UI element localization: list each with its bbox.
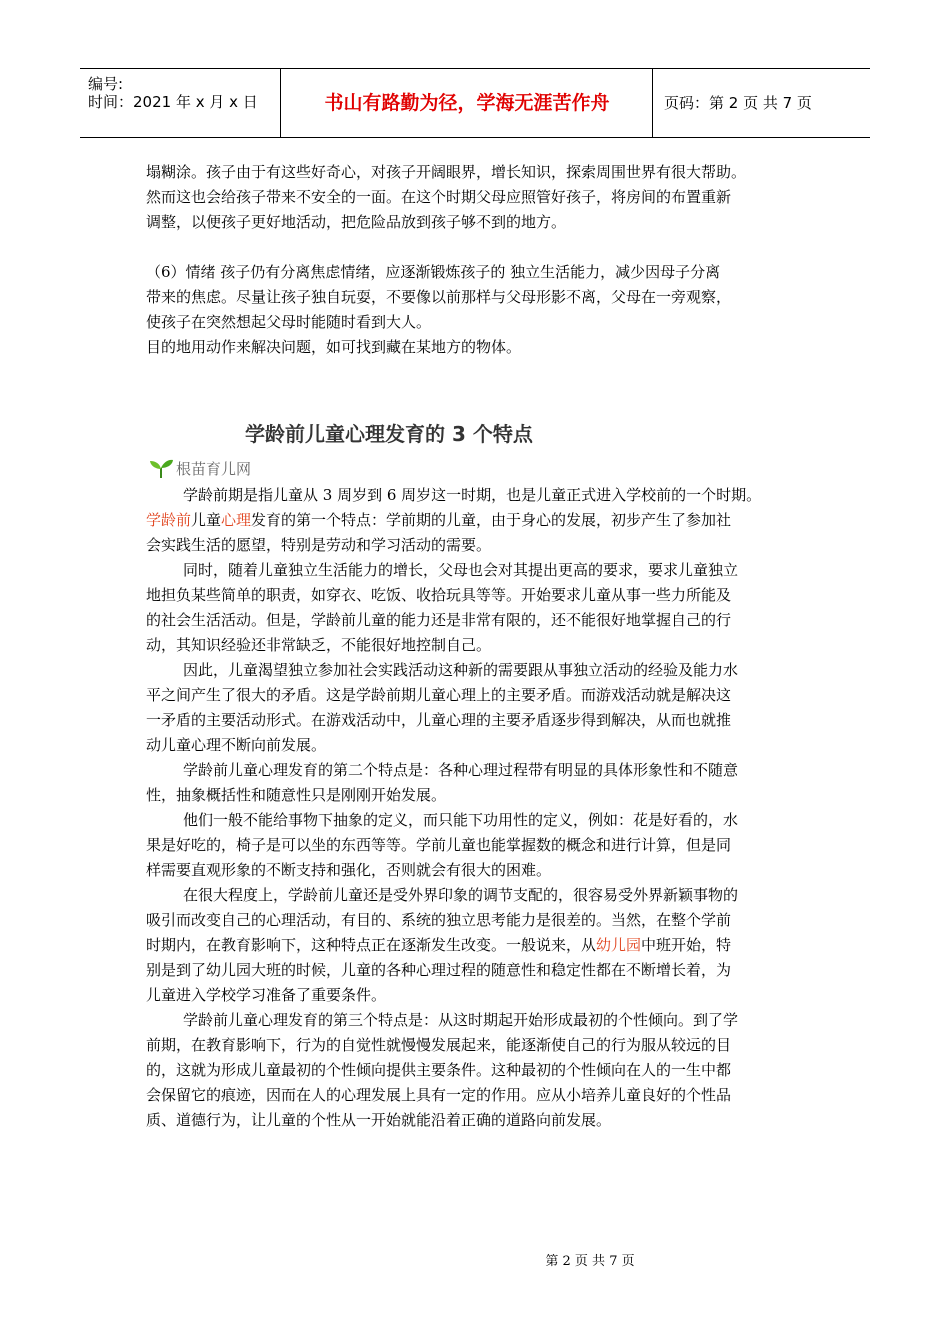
text-line: 因此，儿童渴望独立参加社会实践活动这种新的需要跟从事独立活动的经验及能力水 — [183, 661, 739, 679]
header-page-info: 页码：第 2 页 共 7 页 — [664, 94, 812, 112]
text-line: 学龄前期是指儿童从 3 周岁到 6 周岁这一时期，也是儿童正式进入学校前的一个时期。 — [183, 486, 762, 504]
link-youeryuan[interactable]: 幼儿园 — [596, 936, 642, 954]
article-body — [146, 483, 806, 1133]
text-line: 性，抽象概括性和随意性只是刚刚开始发展。 — [146, 786, 447, 804]
inline-text: 时期内，在教育影响下，这种特点正在逐渐发生改变。一般说来，从 — [146, 936, 597, 954]
text-line: 目的地用动作来解决问题，如可找到藏在某地方的物体。 — [146, 338, 522, 356]
text-line: 平之间产生了很大的矛盾。这是学龄前期儿童心理上的主要矛盾。而游戏活动就是解决这 — [146, 686, 732, 704]
text-line: 调整，以便孩子更好地活动，把危险品放到孩子够不到的地方。 — [146, 213, 567, 231]
header-motto: 书山有路勤为径，学海无涯苦作舟 — [282, 69, 653, 137]
text-line: 动儿童心理不断向前发展。 — [146, 736, 327, 754]
paragraph-block-2 — [146, 260, 806, 360]
link-xinli[interactable]: 心理 — [221, 511, 252, 529]
inline-text: 儿童 — [191, 511, 222, 529]
text-line: 使孩子在突然想起父母时能随时看到大人。 — [146, 313, 432, 331]
text-line: 在很大程度上，学龄前儿童还是受外界印象的调节支配的，很容易受外界新颖事物的 — [183, 886, 739, 904]
text-line — [146, 508, 806, 533]
logo-text: 根苗育儿网 — [176, 459, 252, 478]
text-line: 然而这也会给孩子带来不安全的一面。在这个时期父母应照管好孩子，将房间的布置重新 — [146, 188, 732, 206]
text-line: 吸引而改变自己的心理活动，有目的、系统的独立思考能力是很差的。当然，在整个学前 — [146, 911, 732, 929]
text-line: 同时，随着儿童独立生活能力的增长，父母也会对其提出更高的要求，要求儿童独立 — [183, 561, 739, 579]
page-footer: 第 2 页 共 7 页 — [545, 1254, 635, 1269]
header-meta — [80, 69, 281, 137]
article-title: 学龄前儿童心理发育的 3 个特点 — [245, 422, 533, 446]
text-line: 的，这就为形成儿童最初的个性倾向提供主要条件。这种最初的个性倾向在人的一生中都 — [146, 1061, 732, 1079]
text-line: 果是好吃的，椅子是可以坐的东西等等。学前儿童也能掌握数的概念和进行计算，但是同 — [146, 836, 732, 854]
inline-text: 中班开始，特 — [641, 936, 732, 954]
text-line: 样需要直观形象的不断支持和强化，否则就会有很大的困难。 — [146, 861, 552, 879]
text-line: 学龄前儿童心理发育的第三个特点是：从这时期起开始形成最初的个性倾向。到了学 — [183, 1011, 739, 1029]
page-header — [80, 68, 870, 138]
text-line: 学龄前儿童心理发育的第二个特点是：各种心理过程带有明显的具体形象性和不随意 — [183, 761, 739, 779]
text-line: 他们一般不能给事物下抽象的定义，而只能下功用性的定义，例如：花是好看的，水 — [183, 811, 739, 829]
text-line: 一矛盾的主要活动形式。在游戏活动中，儿童心理的主要矛盾逐步得到解决，从而也就推 — [146, 711, 732, 729]
text-line — [146, 933, 806, 958]
text-line: 会保留它的痕迹，因而在人的心理发展上具有一定的作用。应从小培养儿童良好的个性品 — [146, 1086, 732, 1104]
text-line: 地担负某些简单的职责，如穿衣、吃饭、收拾玩具等等。开始要求儿童从事一些力所能及 — [146, 586, 732, 604]
inline-text: 发育的第一个特点：学前期的儿童，由于身心的发展，初步产生了参加社 — [251, 511, 732, 529]
text-line: 质、道德行为，让儿童的个性从一开始就能沿着正确的道路向前发展。 — [146, 1111, 612, 1129]
text-line: 的社会生活活动。但是，学龄前儿童的能力还是非常有限的，还不能很好地掌握自己的行 — [146, 611, 732, 629]
sprout-icon — [148, 457, 174, 479]
text-line: 别是到了幼儿园大班的时候，儿童的各种心理过程的随意性和稳定性都在不断增长着，为 — [146, 961, 732, 979]
text-line: 动，其知识经验还非常缺乏，不能很好地控制自己。 — [146, 636, 492, 654]
site-logo[interactable] — [148, 456, 251, 480]
date-line: 时间：2021 年 x 月 x 日 — [88, 93, 258, 111]
text-line: 儿童进入学校学习准备了重要条件。 — [146, 986, 387, 1004]
number-label: 编号: — [88, 75, 124, 93]
text-line: 前期，在教育影响下，行为的自觉性就慢慢发展起来，能逐渐使自己的行为服从较远的目 — [146, 1036, 732, 1054]
text-line: 塌糊涂。孩子由于有这些好奇心，对孩子开阔眼界，增长知识，探索周围世界有很大帮助。 — [146, 163, 747, 181]
text-line: 带来的焦虑。尽量让孩子独自玩耍，不要像以前那样与父母形影不离，父母在一旁观察， — [146, 288, 732, 306]
link-xuelingqian[interactable]: 学龄前 — [146, 511, 192, 529]
paragraph-block-1 — [146, 160, 806, 235]
text-line: （6）情绪 孩子仍有分离焦虑情绪，应逐渐锻炼孩子的 独立生活能力，减少因母子分离 — [146, 263, 721, 281]
text-line: 会实践生活的愿望，特别是劳动和学习活动的需要。 — [146, 536, 492, 554]
